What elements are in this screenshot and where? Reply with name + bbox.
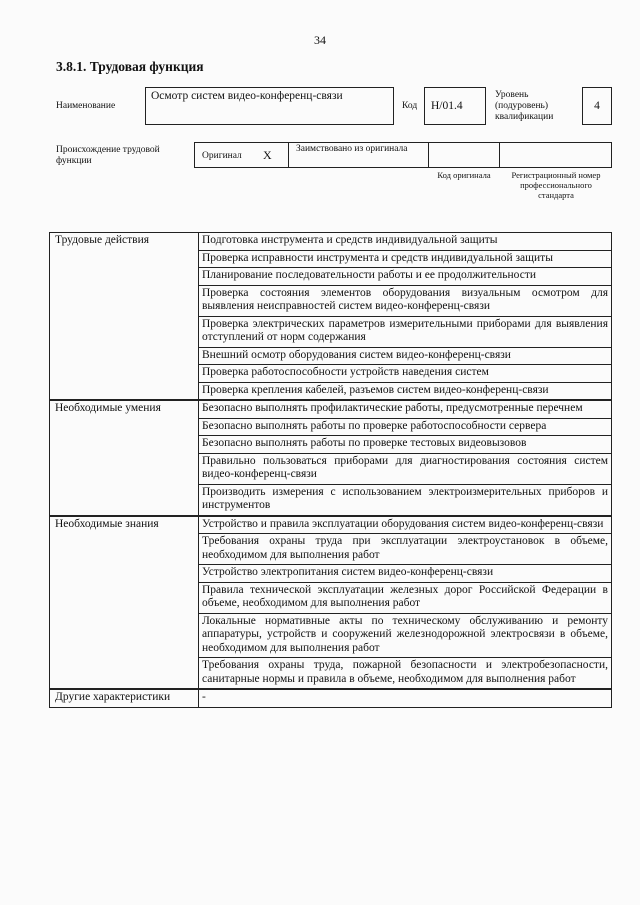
code-label: Код: [402, 101, 418, 111]
section-title: Необходимые умения: [50, 400, 199, 516]
section-title: Другие характеристики: [50, 689, 199, 707]
section-item: Устройство и правила эксплуатации оборудования систем видео-конференц-связи: [199, 516, 612, 534]
name-field: [145, 87, 394, 125]
original-label: Оригинал: [202, 151, 242, 161]
level-field: [582, 87, 612, 125]
level-label: [495, 90, 575, 123]
section-item: Безопасно выполнять работы по проверке работоспособности сервера: [199, 418, 612, 436]
section-item: Правила технической эксплуатации железных дорог Российской Федерации в объеме, необходимом для выполнения работ: [199, 582, 612, 613]
origin-code-caption: Код оригинала: [437, 170, 491, 180]
code-value: Н/01.4: [431, 100, 463, 112]
section-item: Подготовка инструмента и средств индивидуальной защиты: [199, 233, 612, 251]
table-row: [50, 516, 612, 534]
level-value: 4: [594, 100, 600, 112]
original-mark: X: [263, 148, 272, 162]
section-title: Необходимые знания: [50, 516, 199, 690]
table-row: [50, 400, 612, 418]
section-item: Требования охраны труда при эксплуатации электроустановок в объеме, необходимом для выполнения работ: [199, 534, 612, 565]
borrowed-cell: [288, 142, 429, 168]
origin-code-cell: [428, 142, 500, 168]
section-item: Безопасно выполнять профилактические работы, предусмотренные перечнем: [199, 400, 612, 418]
section-item: Требования охраны труда, пожарной безопасности и электробезопасности, санитарные нормы и правила в объеме, необходимом для выполнения работ: [199, 658, 612, 690]
section-title: Трудовые действия: [50, 233, 199, 401]
section-item: Внешний осмотр оборудования систем видео-конференц-связи: [199, 347, 612, 365]
section-item: Устройство электропитания систем видео-конференц-связи: [199, 565, 612, 583]
name-label: Наименование: [56, 101, 116, 111]
section-item: Проверка состояния элементов оборудования визуальным осмотром для выявления неисправностей систем видео-конференц-связи: [199, 285, 612, 316]
table-row: [50, 689, 612, 707]
section-item: Безопасно выполнять работы по проверке тестовых видеовызовов: [199, 436, 612, 454]
section-item: Проверка исправности инструмента и средств индивидуальной защиты: [199, 250, 612, 268]
competency-table: [49, 232, 612, 708]
borrowed-label: Заимствовано из оригинала: [296, 144, 408, 154]
section-item: Планирование последовательности работы и ее продолжительности: [199, 268, 612, 286]
reg-number-caption: Регистрационный номер профессионального стандарта: [511, 170, 601, 200]
section-heading: 3.8.1. Трудовая функция: [56, 59, 204, 74]
code-field: [424, 87, 486, 125]
name-value: Осмотр систем видео-конференц-связи: [151, 90, 343, 102]
table-row: [50, 233, 612, 251]
section-item: Правильно пользоваться приборами для диагностирования состояния систем видео-конференц-связи: [199, 453, 612, 484]
level-label-line: квалификации: [495, 112, 554, 122]
origin-label: Происхождение трудовой функции: [56, 145, 160, 166]
original-cell: [194, 142, 289, 168]
reg-number-cell: [499, 142, 612, 168]
section-item: Проверка крепления кабелей, разъемов систем видео-конференц-связи: [199, 382, 612, 400]
level-label-line: Уровень: [495, 90, 529, 100]
section-item: Проверка работоспособности устройств наведения систем: [199, 365, 612, 383]
section-item: Проверка электрических параметров измерительными приборами для выявления отступлений от норм содержания: [199, 316, 612, 347]
section-item: -: [199, 689, 612, 707]
page-number: 34: [314, 33, 326, 47]
competency-table-body: [50, 233, 612, 708]
section-item: Производить измерения с использованием электроизмерительных приборов и инструментов: [199, 484, 612, 516]
level-label-line: (подуровень): [495, 101, 549, 111]
section-item: Локальные нормативные акты по техническому обслуживанию и ремонту аппаратуры, устройств и сооружений железнодорожной электросвязи в объеме, необходимом для выполнения работ: [199, 613, 612, 658]
